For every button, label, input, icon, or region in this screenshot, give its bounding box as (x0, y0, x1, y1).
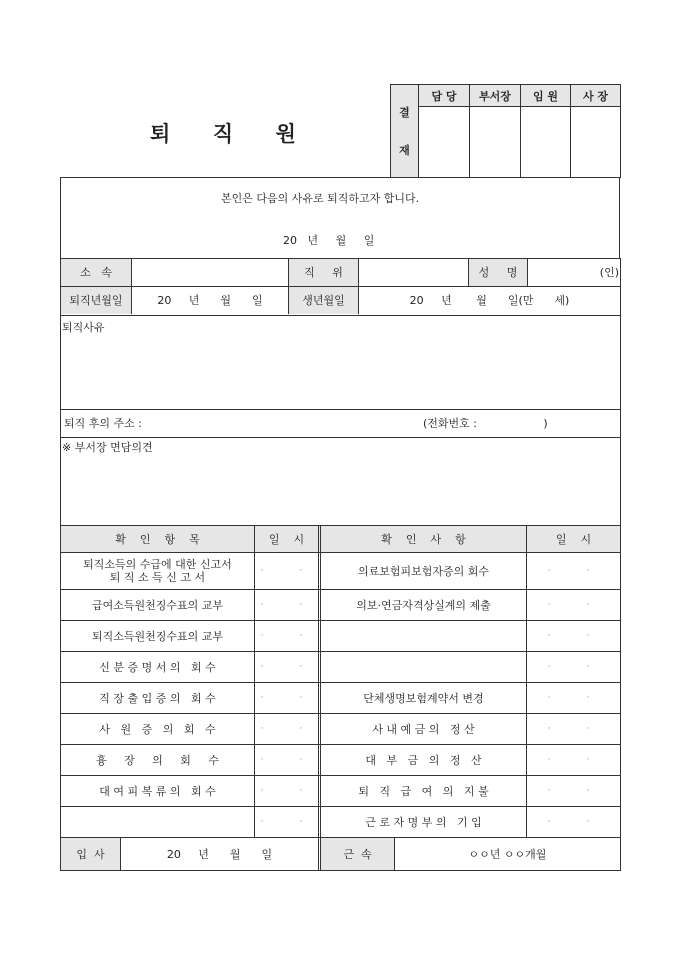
check-matter-text: 대 부 금 의 정 산 (365, 753, 482, 767)
check-matter (321, 745, 527, 775)
row-affiliation (60, 258, 621, 287)
check-item-time[interactable] (255, 683, 321, 713)
check-matter-text: 의료보험피보험자증의 회수 (357, 564, 489, 578)
affiliation-field[interactable] (132, 259, 289, 286)
statement-text: 본인은 다음의 사유로 퇴직하고자 합니다. (221, 192, 420, 205)
check-matter (321, 590, 527, 620)
checklist-row (60, 652, 621, 683)
header-time-right (527, 526, 620, 552)
check-matter-text: 사 내 예 금 의 정 산 (372, 722, 475, 736)
check-matter (321, 807, 527, 837)
approval-sign-staff[interactable] (419, 107, 470, 178)
check-item-time-text: · · (260, 816, 313, 827)
check-item-time-text: · · (260, 723, 313, 734)
check-item-time[interactable] (255, 714, 321, 744)
reason-label: 퇴직사유 (62, 321, 105, 334)
statement-box (60, 177, 620, 259)
check-item-time[interactable] (255, 553, 321, 589)
check-matter-time[interactable] (527, 621, 620, 651)
check-matter-time-text: · · (547, 816, 600, 827)
check-matter-time-text: · · (547, 599, 600, 610)
opinion-box[interactable] (60, 437, 621, 526)
join-value: 20 년 월 일 (166, 847, 273, 861)
header-matter-text: 확 인 사 항 (381, 532, 466, 546)
check-item-time-text: · · (260, 692, 313, 703)
approval-table (390, 84, 621, 178)
check-matter-time[interactable] (527, 553, 620, 589)
check-matter-time[interactable] (527, 683, 620, 713)
row-dates (60, 287, 621, 316)
name-label-box (469, 259, 528, 286)
check-matter-time[interactable] (527, 590, 620, 620)
check-matter (321, 621, 527, 651)
check-item-time-text: · · (260, 565, 313, 576)
check-item-text: 대 여 피 복 류 의 회 수 (99, 784, 216, 798)
check-item-time[interactable] (255, 807, 321, 837)
approval-label-top: 결 (399, 106, 410, 119)
statement-date[interactable]: 20 년 월 일 (283, 234, 375, 247)
check-matter (321, 553, 527, 589)
affiliation-label-box (61, 259, 132, 286)
check-item-time[interactable] (255, 745, 321, 775)
resign-date-label (61, 287, 132, 314)
check-matter-time[interactable] (527, 807, 620, 837)
approval-role-manager: 부서장 (470, 85, 521, 107)
check-item (61, 590, 255, 620)
birth-date-value: 20 년 월 일(만 세) (409, 294, 570, 307)
address-row[interactable] (60, 409, 621, 438)
position-label-box (289, 259, 359, 286)
footer-row (60, 838, 621, 871)
header-time-left (255, 526, 321, 552)
service-field[interactable] (395, 838, 620, 870)
checklist-row (60, 553, 621, 590)
check-item-text: 급여소득원천징수표의 교부 (91, 598, 223, 612)
check-item-time[interactable] (255, 621, 321, 651)
name-field[interactable] (528, 259, 620, 286)
resign-date-field[interactable] (132, 287, 289, 314)
check-item-text: 흉 장 의 회 수 (95, 753, 220, 767)
check-item-text: 퇴직소득원천징수표의 교부 (91, 629, 223, 643)
check-item (61, 745, 255, 775)
approval-sign-manager[interactable] (470, 107, 521, 178)
checklist-header (60, 525, 621, 553)
service-label (321, 838, 395, 870)
checklist-row (60, 745, 621, 776)
check-item-time-text: · · (260, 661, 313, 672)
approval-sign-president[interactable] (571, 107, 621, 178)
approval-sign-executive[interactable] (521, 107, 571, 178)
opinion-label: ※ 부서장 면담의견 (62, 441, 153, 454)
birth-date-label (289, 287, 359, 314)
join-field[interactable] (121, 838, 321, 870)
check-matter-time-text: · · (547, 692, 600, 703)
checklist-row (60, 621, 621, 652)
check-item-text: 직 장 출 입 증 의 회 수 (99, 691, 216, 705)
header-matter (321, 526, 527, 552)
check-matter-text: 퇴 직 급 여 의 지 불 (358, 784, 489, 798)
header-item (61, 526, 255, 552)
position-field[interactable] (359, 259, 469, 286)
checklist-row (60, 776, 621, 807)
service-value: ㅇㅇ년 ㅇㅇ개월 (468, 847, 547, 861)
approval-label (391, 85, 419, 178)
check-item (61, 621, 255, 651)
approval-role-staff: 담 당 (419, 85, 470, 107)
birth-date-label-text: 생년월일 (302, 294, 345, 307)
checklist-row (60, 714, 621, 745)
resign-date-label-text: 퇴직년월일 (69, 294, 123, 307)
approval-label-bottom: 재 (399, 144, 410, 157)
check-item-time-text: · · (260, 754, 313, 765)
service-label-text: 근 속 (343, 847, 372, 861)
check-item-time[interactable] (255, 652, 321, 682)
check-matter-text: 근 로 자 명 부 의 기 입 (365, 815, 482, 829)
checklist-row (60, 590, 621, 621)
join-label (61, 838, 121, 870)
check-matter (321, 652, 527, 682)
check-matter-time[interactable] (527, 776, 620, 806)
check-item-time-text: · · (260, 630, 313, 641)
check-matter-time-text: · · (547, 785, 600, 796)
check-item (61, 714, 255, 744)
check-item (61, 776, 255, 806)
header-item-text: 확 인 항 목 (115, 532, 200, 546)
check-matter-time[interactable] (527, 745, 620, 775)
seal-text: (인) (599, 266, 619, 279)
check-item-text: 신 분 증 명 서 의 회 수 (99, 660, 216, 674)
check-matter-time[interactable] (527, 714, 620, 744)
approval-role-executive: 임 원 (521, 85, 571, 107)
check-item (61, 652, 255, 682)
check-item-time[interactable] (255, 590, 321, 620)
header-time-right-text: 일 시 (555, 532, 592, 546)
header-time-left-text: 일 시 (268, 532, 305, 546)
name-label-box-text: 성 명 (478, 266, 518, 279)
check-matter (321, 776, 527, 806)
check-item (61, 807, 255, 837)
form-title: 퇴 직 원 (150, 121, 297, 146)
checklist-row (60, 807, 621, 838)
check-item (61, 683, 255, 713)
check-matter (321, 683, 527, 713)
birth-date-field[interactable] (359, 287, 620, 314)
check-matter-time-text: · · (547, 630, 600, 641)
join-label-text: 입 사 (76, 847, 105, 861)
position-label-box-text: 직 위 (304, 266, 343, 279)
check-matter-text: 단체생명보험계약서 변경 (363, 691, 484, 705)
check-matter-time[interactable] (527, 652, 620, 682)
check-item-text: 사 원 증 의 회 수 (99, 722, 216, 736)
check-item-time-text: · · (260, 785, 313, 796)
check-matter (321, 714, 527, 744)
check-matter-time-text: · · (547, 754, 600, 765)
reason-box[interactable] (60, 316, 621, 410)
check-item (61, 553, 255, 589)
affiliation-label-text: 소 속 (80, 266, 112, 279)
phone-label: (전화번호 : ) (423, 417, 548, 430)
address-label: 퇴직 후의 주소 : (64, 417, 142, 430)
check-matter-text: 의보·연금자격상실계의 제출 (356, 598, 491, 612)
check-item-text: 퇴직소득의 수급에 대한 신고서 퇴 직 소 득 신 고 서 (83, 558, 232, 584)
check-item-time[interactable] (255, 776, 321, 806)
check-matter-time-text: · · (547, 661, 600, 672)
check-matter-time-text: · · (547, 723, 600, 734)
check-item-time-text: · · (260, 599, 313, 610)
approval-role-president: 사 장 (571, 85, 621, 107)
check-matter-time-text: · · (547, 565, 600, 576)
resign-date-value: 20 년 월 일 (157, 294, 263, 307)
checklist-row (60, 683, 621, 714)
